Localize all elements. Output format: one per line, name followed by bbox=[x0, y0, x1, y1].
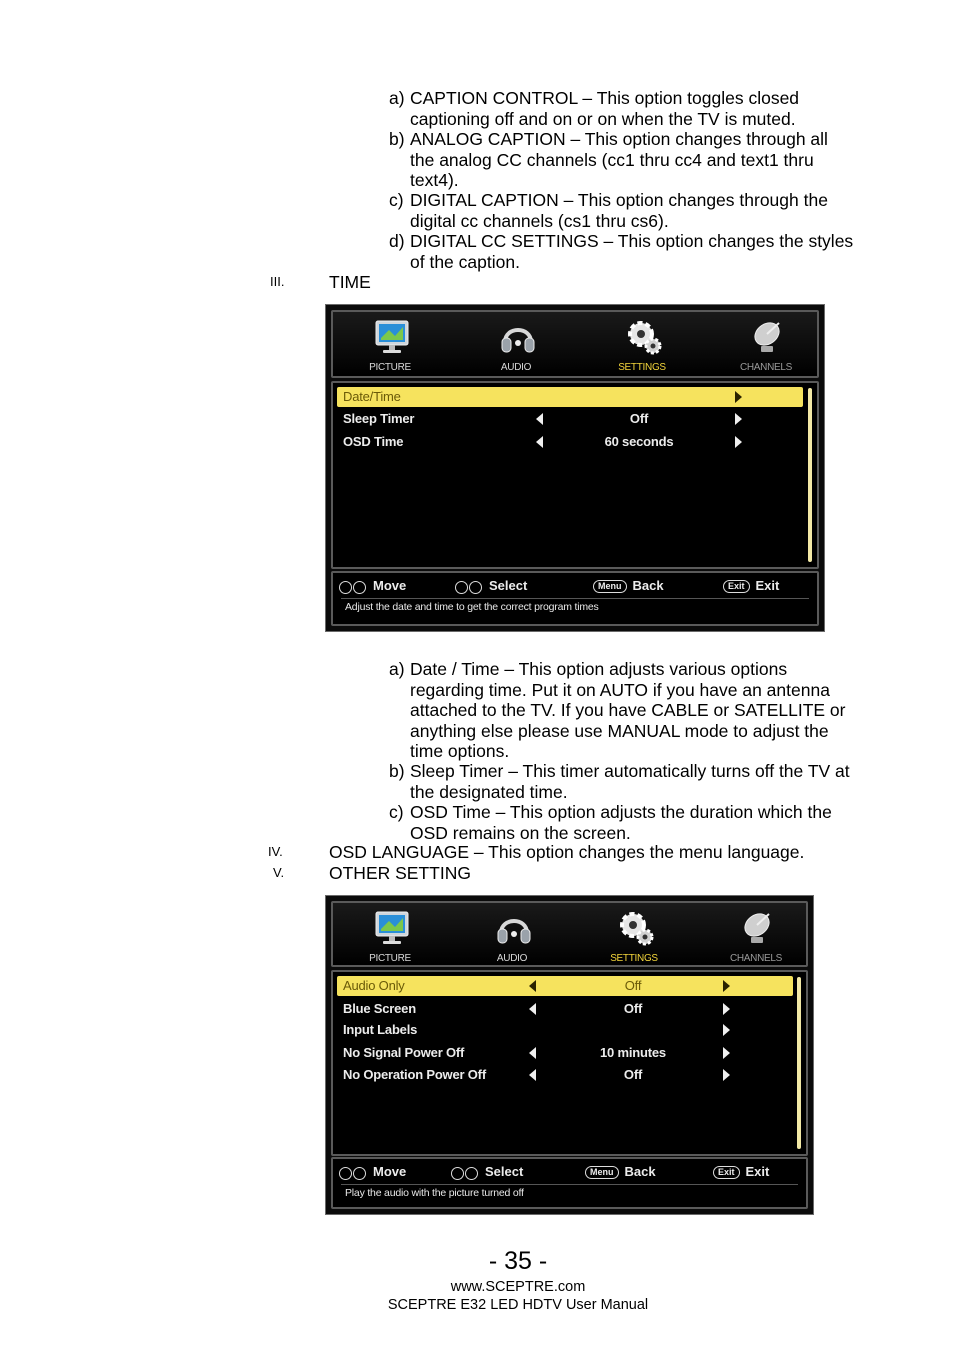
scrollbar[interactable] bbox=[808, 388, 812, 562]
right-arrow-icon[interactable] bbox=[723, 1024, 730, 1036]
menu-row-blue-screen[interactable] bbox=[337, 999, 793, 1019]
caption-item-b bbox=[389, 129, 879, 191]
exit-hint: Exit Exit bbox=[713, 1163, 769, 1181]
tab-settings bbox=[587, 312, 697, 376]
caption-item-c bbox=[389, 190, 879, 231]
right-arrow-icon[interactable] bbox=[735, 413, 742, 425]
row-value: Off bbox=[623, 1067, 643, 1082]
move-hint: Move bbox=[339, 577, 406, 596]
website-link[interactable]: www.SCEPTRE.com bbox=[450, 1279, 586, 1295]
exit-hint: Exit Exit bbox=[723, 577, 779, 595]
item-label: b) bbox=[389, 129, 405, 149]
page-number: - 35 - bbox=[488, 1247, 548, 1275]
menu-row-osd-time[interactable] bbox=[337, 432, 803, 452]
item-text: OSD Time – This option adjusts the duration which the OSD remains on the screen. bbox=[410, 802, 832, 843]
menu-row-no-signal-power-off[interactable] bbox=[337, 1043, 793, 1063]
back-hint: Menu Back bbox=[585, 1163, 656, 1181]
caption-item-d bbox=[389, 231, 879, 272]
menu-footer bbox=[331, 571, 819, 626]
headphones-icon bbox=[499, 318, 537, 356]
time-item-b bbox=[389, 761, 879, 802]
section-numeral: V. bbox=[273, 865, 285, 880]
headphones-icon bbox=[495, 909, 533, 947]
time-menu-screenshot bbox=[325, 304, 825, 632]
left-arrow-icon[interactable] bbox=[529, 1047, 536, 1059]
row-name: OSD Time bbox=[343, 434, 404, 449]
item-label: b) bbox=[389, 761, 405, 781]
left-right-keys-icon bbox=[451, 1164, 479, 1182]
item-text: CAPTION CONTROL – This option toggles closed captioning off and on or on when the TV is muted. bbox=[410, 88, 800, 129]
item-label: a) bbox=[389, 88, 405, 108]
tab-channels bbox=[701, 903, 811, 967]
left-right-keys-icon bbox=[455, 578, 483, 596]
item-text: DIGITAL CAPTION – This option changes through the digital cc channels (cs1 thru cs6). bbox=[410, 190, 828, 231]
menu-row-audio-only[interactable] bbox=[337, 976, 793, 996]
section-heading: OSD LANGUAGE – This option changes the menu language. bbox=[329, 842, 805, 862]
row-value: 60 seconds bbox=[604, 434, 674, 449]
tab-label: PICTURE bbox=[369, 362, 411, 373]
gear-icon bbox=[625, 318, 663, 356]
time-item-c bbox=[389, 802, 879, 843]
left-arrow-icon[interactable] bbox=[536, 413, 543, 425]
monitor-icon bbox=[373, 909, 411, 947]
manual-title: SCEPTRE E32 LED HDTV User Manual bbox=[387, 1297, 649, 1313]
monitor-icon bbox=[373, 318, 411, 356]
tab-label: SETTINGS bbox=[610, 953, 658, 964]
right-arrow-icon[interactable] bbox=[723, 1069, 730, 1081]
tab-picture bbox=[335, 312, 445, 376]
exit-key-icon: Exit bbox=[713, 1166, 740, 1179]
row-name: No Operation Power Off bbox=[343, 1067, 486, 1082]
left-arrow-icon[interactable] bbox=[529, 1069, 536, 1081]
gear-icon bbox=[617, 909, 655, 947]
up-down-keys-icon bbox=[339, 1164, 367, 1182]
item-label: d) bbox=[389, 231, 405, 251]
footer-divider bbox=[341, 1184, 798, 1185]
menu-key-icon: Menu bbox=[585, 1166, 619, 1179]
menu-row-input-labels[interactable] bbox=[337, 1020, 793, 1040]
tab-audio bbox=[457, 903, 567, 967]
row-name: Date/Time bbox=[343, 389, 401, 404]
row-name: No Signal Power Off bbox=[343, 1045, 465, 1060]
menu-row-sleep-timer[interactable] bbox=[337, 409, 803, 429]
tab-label: PICTURE bbox=[369, 953, 411, 964]
section-heading: OTHER SETTING bbox=[329, 863, 471, 883]
section-heading: TIME bbox=[329, 272, 371, 292]
left-arrow-icon[interactable] bbox=[529, 1003, 536, 1015]
right-arrow-icon[interactable] bbox=[723, 980, 730, 992]
tab-settings bbox=[579, 903, 689, 967]
tab-label: CHANNELS bbox=[739, 362, 793, 373]
item-text: ANALOG CAPTION – This option changes through all the analog CC channels (cc1 thru cc4 and text1 thru text4). bbox=[410, 129, 828, 190]
time-item-a bbox=[389, 659, 879, 762]
item-text: DIGITAL CC SETTINGS – This option changes the styles of the caption. bbox=[410, 231, 854, 272]
tab-label: CHANNELS bbox=[729, 953, 783, 964]
tab-label: AUDIO bbox=[500, 362, 532, 373]
menu-row-no-operation-power-off[interactable] bbox=[337, 1065, 793, 1085]
help-text: Adjust the date and time to get the correct program times bbox=[345, 601, 599, 613]
tab-channels bbox=[711, 312, 821, 376]
item-label: c) bbox=[389, 190, 404, 210]
tab-label: AUDIO bbox=[496, 953, 528, 964]
menu-row-date-time[interactable] bbox=[337, 387, 803, 407]
item-label: a) bbox=[389, 659, 405, 679]
caption-item-a bbox=[389, 88, 879, 129]
select-hint: Select bbox=[455, 577, 527, 596]
right-arrow-icon[interactable] bbox=[735, 391, 742, 403]
select-hint: Select bbox=[451, 1163, 523, 1182]
row-name: Audio Only bbox=[343, 978, 405, 993]
row-name: Sleep Timer bbox=[343, 411, 415, 426]
row-value: Off bbox=[623, 1001, 643, 1016]
help-text: Play the audio with the picture turned off bbox=[345, 1187, 524, 1199]
right-arrow-icon[interactable] bbox=[723, 1003, 730, 1015]
section-numeral: IV. bbox=[268, 844, 283, 859]
row-value: Off bbox=[624, 978, 642, 993]
tab-picture bbox=[335, 903, 445, 967]
footer-divider bbox=[341, 598, 809, 599]
satellite-dish-icon bbox=[749, 318, 787, 356]
row-name: Input Labels bbox=[343, 1022, 418, 1037]
row-value: 10 minutes bbox=[600, 1045, 666, 1060]
item-text: Date / Time – This option adjusts various options regarding time. Put it on AUTO if you have an antenna attached to the TV. If you have CABLE or SATELLITE or anything else please use MANUAL mode to adjust the time options. bbox=[410, 659, 846, 761]
move-hint: Move bbox=[339, 1163, 406, 1182]
menu-list bbox=[331, 970, 808, 1156]
menu-footer bbox=[331, 1157, 808, 1209]
item-label: c) bbox=[389, 802, 404, 822]
menu-key-icon: Menu bbox=[593, 580, 627, 593]
menu-tab-bar bbox=[331, 901, 808, 967]
left-arrow-icon[interactable] bbox=[536, 436, 543, 448]
item-text: Sleep Timer – This timer automatically turns off the TV at the designated time. bbox=[410, 761, 850, 802]
row-value: Off bbox=[629, 411, 649, 426]
tab-audio bbox=[461, 312, 571, 376]
exit-key-icon: Exit bbox=[723, 580, 750, 593]
left-arrow-icon[interactable] bbox=[529, 980, 536, 992]
menu-tab-bar bbox=[331, 310, 819, 378]
row-name: Blue Screen bbox=[343, 1001, 416, 1016]
section-numeral: III. bbox=[270, 274, 285, 289]
tab-label: SETTINGS bbox=[618, 362, 666, 373]
back-hint: Menu Back bbox=[593, 577, 664, 595]
other-setting-menu-screenshot bbox=[325, 895, 814, 1215]
satellite-dish-icon bbox=[739, 909, 777, 947]
up-down-keys-icon bbox=[339, 578, 367, 596]
right-arrow-icon[interactable] bbox=[723, 1047, 730, 1059]
right-arrow-icon[interactable] bbox=[735, 436, 742, 448]
scrollbar[interactable] bbox=[797, 977, 801, 1149]
menu-list bbox=[331, 381, 819, 569]
